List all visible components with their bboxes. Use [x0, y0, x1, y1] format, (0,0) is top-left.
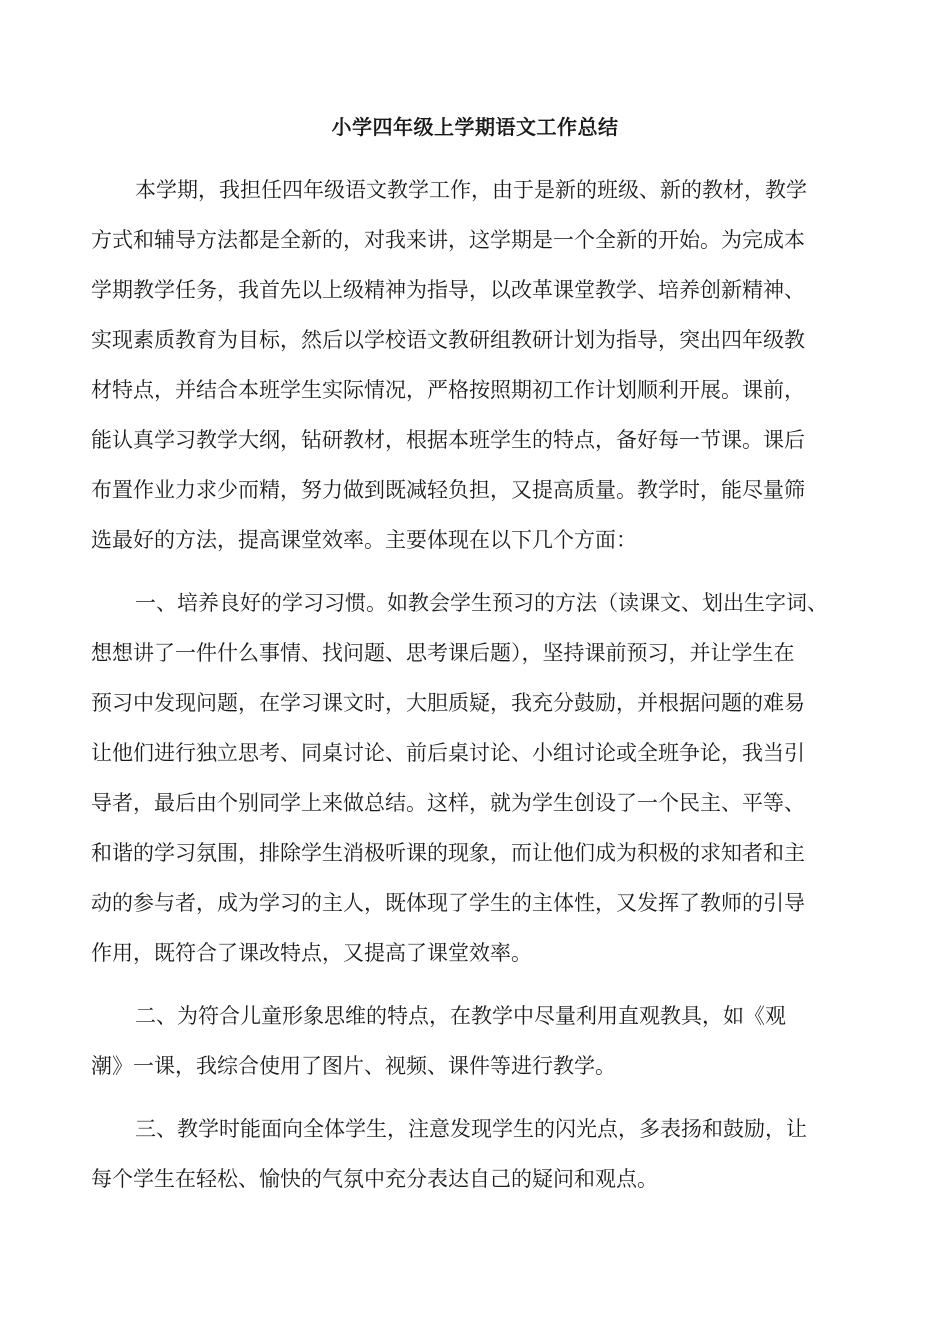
paragraph-line: 二、为符合儿童形象思维的特点，在教学中尽量利用直观教具，如《观 [135, 1004, 786, 1028]
paragraph-line: 想想讲了一件什么事情、找问题、思考课后题），坚持课前预习，并让学生在 [91, 641, 795, 665]
paragraph-line: 作用，既符合了课改特点，又提高了课堂效率。 [91, 941, 532, 965]
paragraph-point-three [91, 1104, 861, 1204]
paragraph-line: 选最好的方法，提高课堂效率。主要体现在以下几个方面： [91, 528, 637, 552]
paragraph-line: 让他们进行独立思考、同桌讨论、前后桌讨论、小组讨论或全班争论，我当引 [91, 741, 805, 765]
paragraph-line: 本学期，我担任四年级语文教学工作，由于是新的班级、新的教材，教学 [135, 178, 807, 202]
paragraph-line: 导者，最后由个别同学上来做总结。这样，就为学生创设了一个民主、平等、 [91, 791, 805, 815]
paragraph-line: 实现素质教育为目标，然后以学校语文教研组教研计划为指导，突出四年级教 [91, 328, 805, 352]
document-title: 小学四年级上学期语文工作总结 [331, 115, 619, 139]
paragraph-line: 潮》一课，我综合使用了图片、视频、课件等进行教学。 [91, 1054, 616, 1078]
paragraph-line: 每个学生在轻松、愉快的气氛中充分表达自己的疑问和观点。 [91, 1167, 658, 1191]
paragraph-line: 预习中发现问题，在学习课文时，大胆质疑，我充分鼓励，并根据问题的难易 [91, 691, 805, 715]
paragraph-intro [91, 165, 861, 565]
paragraph-line: 和谐的学习氛围，排除学生消极听课的现象，而让他们成为积极的求知者和主 [91, 841, 805, 865]
paragraph-point-one [91, 578, 861, 978]
paragraph-line: 动的参与者，成为学习的主人，既体现了学生的主体性，又发挥了教师的引导 [91, 891, 805, 915]
paragraph-line: 能认真学习教学大纲，钻研教材，根据本班学生的特点，备好每一节课。课后 [91, 428, 805, 452]
paragraph-line: 学期教学任务，我首先以上级精神为指导，以改革课堂教学、培养创新精神、 [91, 278, 805, 302]
paragraph-line: 一、培养良好的学习习惯。如教会学生预习的方法（读课文、划出生字词、 [135, 591, 828, 615]
paragraph-line: 材特点，并结合本班学生实际情况，严格按照期初工作计划顺利开展。课前， [91, 378, 805, 402]
paragraph-line: 三、教学时能面向全体学生，注意发现学生的闪光点，多表扬和鼓励，让 [135, 1117, 807, 1141]
paragraph-line: 方式和辅导方法都是全新的，对我来讲，这学期是一个全新的开始。为完成本 [91, 228, 805, 252]
paragraph-line: 布置作业力求少而精，努力做到既减轻负担，又提高质量。教学时，能尽量筛 [91, 478, 805, 502]
paragraph-point-two [91, 991, 861, 1091]
